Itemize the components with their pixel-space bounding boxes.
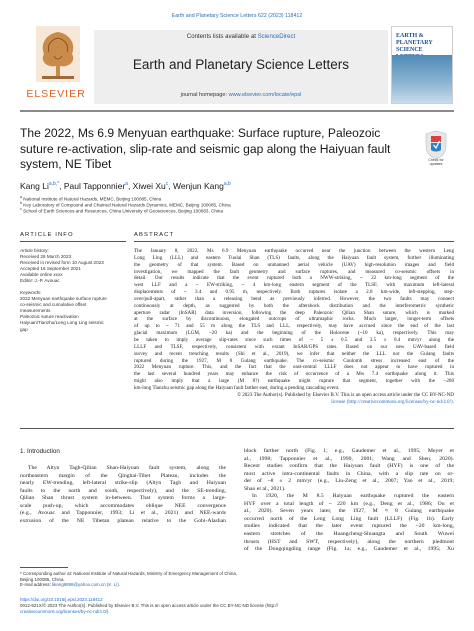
abstract-line: be taken to imply average slip-rates since such times of ~ 5 ± 0.5 and 3.5 ± 0.4 mm/yr along the <box>134 336 454 343</box>
abstract-line: ruptured during the 1927, M 8 Gulang earthquake. The co-seismic Coulomb stress increased east of the <box>134 357 454 364</box>
affiliation <box>20 207 450 214</box>
abstract-line: survey and recent trenching results (Shi et al., 2019), we infer that neither the LLL nor the Gulang faults <box>134 350 454 357</box>
header-divider <box>20 110 454 112</box>
contents-prefix: Contents lists available at <box>186 33 258 40</box>
abstract-line: LLLF and TLSF, respectively, consistent with extant InSAR/GPS rates. Based on our new UAV-based field <box>134 343 454 350</box>
history-entry: Editor: J.-P. Avouac <box>20 278 60 284</box>
introduction-heading: 1. Introduction <box>20 448 60 455</box>
issn-line: 0012-821X/© 2023 The Author(s). Published by Elsevier B.V. This is an open access article under the CC BY-NC-ND license (http:// <box>20 602 278 608</box>
homepage-line <box>94 92 388 98</box>
footnote-divider <box>20 567 68 568</box>
cover-title: EARTH & PLANETARY SCIENCE <box>396 33 433 53</box>
author-name[interactable]: Xiwei Xu <box>132 181 166 191</box>
author-affiliation-marker[interactable]: a <box>125 181 128 188</box>
crossmark-label[interactable] <box>416 158 456 166</box>
abstract-line: aperture radar (InSAR) data inversion, following the deep Paleozoic Qilian Shan suture, which is marked <box>134 309 454 316</box>
journal-header-band <box>94 30 388 104</box>
body-column-right <box>244 448 454 554</box>
author-affiliation-marker[interactable]: c <box>165 181 169 188</box>
body-line: The Altyn Tagh-Qilian Shan-Haiyuan fault system, along the <box>28 465 226 471</box>
elsevier-tree-icon <box>36 26 80 82</box>
title-line: The 2022, Ms 6.9 Menyuan earthquake: Surface rupture, Paleozoic <box>20 126 381 140</box>
abstract-line: The January 8, 2022, Ms 6.9 Menyuan earthquake occurred near the junction between the western Leng <box>134 248 454 254</box>
footnotes <box>20 571 250 588</box>
crossmark-label-line: updates <box>429 162 443 166</box>
title-line: suture re-activation, slip-rate and seismic gap along the Haiyuan fault <box>20 141 391 156</box>
author-affiliation-marker[interactable]: a,b,* <box>48 181 60 188</box>
abstract-line: glacial maximum (LGM, ~20 ka) and the beginning of the Holocene (~10 ka), respectively. This may <box>134 330 454 337</box>
keyword: gap <box>20 326 28 332</box>
masthead <box>20 22 454 104</box>
body-line: Shao et al., 2021). <box>244 485 286 492</box>
body-line: extrusion of the NE Tibetan plateau relative to the Gobi-Alashan <box>20 517 226 524</box>
license-url[interactable]: creativecommons.org/licenses/by-nc-nd/4.0/). <box>20 608 110 614</box>
article-history-heading: Article history: <box>20 248 49 253</box>
abstract-line: over/pull-apart, rather than a releasing bend as previously inferred. However, the two faults may connect <box>134 295 454 302</box>
page-footer <box>20 597 454 614</box>
abstract-line: of up to ~ 71 and 55 m along the TLS and LLL, respectively, may have accrued since the end of the last <box>134 323 454 330</box>
body-column-left <box>20 465 226 525</box>
abstract-line: km-long Tianzhu seismic gap along the Haiyuan fault farther east, during a pending cascading event. <box>134 384 340 391</box>
affiliation-marker: c <box>20 207 22 211</box>
keywords-heading: Keywords: <box>20 290 42 295</box>
abstract-line: the last several hundred years may enhance the risk of occurrence of a Mw 7.4 earthquake along it. This <box>134 371 454 378</box>
abstract-line: detail. Our results indicate that the event ruptured both a NWW-striking, ~ 22 km-long segment of the <box>134 275 454 282</box>
body-line: northeastern margin of the Qinghai-Tibet Plateau, includes the <box>20 472 226 479</box>
email-link[interactable]: likang8899@yahoo.com.cn (K. Li). <box>52 582 120 588</box>
paper-title <box>20 126 400 173</box>
author-name[interactable]: Kang Li <box>20 181 49 191</box>
abstract-heading: ABSTRACT <box>134 232 454 242</box>
keyword: Paleozoic suture reactivation <box>20 314 79 320</box>
body-line: block farther north (Fig. 1; e.g., Gaudemer et al., 1995; Meyer et <box>244 448 454 454</box>
crossmark-icon[interactable] <box>424 130 448 160</box>
abstract-line: west LLF and a ~ EW-striking, ~ 4 km-long eastern segment of the TLSF, with maximum left-lateral <box>134 282 454 289</box>
abstract-line: the geometry of that system. Based on unmanned aerial vehicle (UAV) high-resolution images and field <box>134 261 454 268</box>
affiliation-text: National Institute of Natural Hazards, MEMC, Beijing 100085, China <box>23 196 162 202</box>
cover-image <box>392 55 452 103</box>
abstract-line: Long Ling (LLL) and eastern Tuolai Shan (TLS) faults, along the Haiyuan fault system, further illuminating <box>134 254 454 261</box>
crossmark-label-line: Check for <box>428 158 444 162</box>
affiliation-marker: a <box>20 195 22 199</box>
keyword: measurements <box>20 308 51 314</box>
copyright-line: © 2023 The Author(s). Published by Elsevier B.V. This is an open access article under the CC BY-NC-ND <box>237 391 454 398</box>
affiliation-text: Key Laboratory of Compound and Chained Natural Hazards Dynamics, MEMC, Beijing 100085, China <box>23 202 231 208</box>
abstract-line: at the surface by discontinuous, elongated outcrops of ultramaphic rocks. Much larger, longer-term offsets <box>134 316 454 323</box>
body-line: al., 2020). Seven years later, the 1927, M ≈ 8 Gulang earthquake <box>244 508 454 515</box>
abstract-line: displacements of ~ 3.4 and 0.95 m, respectively. Both ruptures isolate a 2.8 km-wide, left-stepping, step- <box>134 289 454 296</box>
title-line: system, NE Tibet <box>20 157 112 171</box>
body-line: der of ~8 ± 2 mm/yr (e.g., Liu-Zeng et al., 2007; Yao et al., 2019; <box>244 478 454 485</box>
journal-reference[interactable]: Earth and Planetary Science Letters 622 (2023) 118412 <box>171 13 303 19</box>
author-list: Kang $Li^{a,b,*}$, Paul Tapponnier$^a$, Xiwei Xu$^c$, Wenjun Kang$^{a,b}$ <box>20 181 231 191</box>
body-line: Qilian Shan thrust system in-between. That system forms a large- <box>20 495 226 502</box>
body-line: scale push-up, which accommodates oblique NEE convergence <box>20 502 226 509</box>
author-affiliation-marker[interactable]: a,b <box>223 181 231 188</box>
body-line: (e.g., Avouac and Tapponnier, 1993; Li et al., 2021) and NEE-wards <box>20 510 226 517</box>
history-entry: Received in revised form 10 August 2023 <box>20 260 104 266</box>
abstract-line: continuously at depth, as suggested by both the aftershock distribution and the interferometric synthetic <box>134 302 454 309</box>
body-line: nearly EW-trending, left-lateral strike-slip (Altyn Tagh and Haiyuan <box>20 480 226 487</box>
keyword: Haiyuan/Tianzhu/Leng Long Ling seismic <box>20 320 104 326</box>
author-name[interactable]: Wenjun Kang <box>172 181 224 191</box>
contents-line <box>94 33 388 40</box>
affiliation-marker: b <box>20 201 22 205</box>
keywords <box>20 290 128 333</box>
publisher-name: ELSEVIER <box>26 88 86 100</box>
email-note <box>20 582 250 588</box>
body-line: al., 1998; Tapponnier et al., 1990, 2001; Wang and Shen, 2020). <box>244 455 454 462</box>
journal-cover-thumbnail[interactable] <box>391 26 453 104</box>
abstract-body <box>134 248 454 405</box>
corresponding-author-note: * Corresponding author at: National Institute of Natural Hazards, Ministry of Emergency Management of China, Beijing 100085, China. <box>20 571 238 582</box>
body-line: most active intra-continental faults in China, with a slip rate on or- <box>244 470 454 477</box>
body-line: Recent studies confirm that the Haiyuan fault (HYF) is one of the <box>244 463 454 470</box>
article-info-heading: ARTICLE INFO <box>20 232 126 242</box>
body-line: In 1920, the M 8.5 Haiyuan earthquake ruptured the eastern <box>252 493 454 500</box>
history-entry: Available online xxxx <box>20 272 63 278</box>
journal-title: Earth and Planetary Science Letters <box>132 57 350 72</box>
affiliation-text: School of Earth Sciences and Resources, China University of Geosciences, Beijing 100083, China <box>23 208 224 214</box>
doi-link[interactable]: https://doi.org/10.1016/j.epsl.2023.118412 <box>20 597 103 602</box>
author-name[interactable]: Paul Tapponnier <box>63 181 126 191</box>
keyword: 2022 Menyuan earthquake surface rupture <box>20 296 107 302</box>
license-link[interactable]: license (http://creativecommons.org/licenses/by-nc-nd/4.0/). <box>331 398 454 405</box>
section-divider <box>20 428 454 429</box>
abstract-line: might also imply that a large (M 8?) earthquake might rupture that segment, together with the ~200 <box>134 378 454 385</box>
homepage-link[interactable]: www.elsevier.com/locate/epsl <box>228 92 302 98</box>
body-line: thrusts (HST and SWT, respectively), along the northern piedmont <box>244 538 454 545</box>
keyword: co-seismic and cumulative offset <box>20 302 87 308</box>
sciencedirect-link[interactable]: ScienceDirect <box>257 33 296 40</box>
body-line: faults to the north and south, respectively), and the SE-trending, <box>20 487 226 494</box>
body-line: of the Dongqingding range (Fig. 1a; e.g., Gaudemer et al., 1995; Xu <box>244 546 454 553</box>
history-entry: Received 28 March 2023 <box>20 254 72 260</box>
body-line: studies indicated that the later event ruptured the ~20 km-long, <box>244 523 454 530</box>
homepage-prefix: journal homepage: <box>180 92 229 98</box>
body-line: eastern stretches of the Huangcheng-Shuangta and South Wuwei <box>244 531 454 538</box>
history-entry: Accepted 16 September 2021 <box>20 266 81 272</box>
article-history <box>20 248 128 285</box>
body-line: HYF over a total length of ~ 220 km (e.g., Deng et al., 1986; Ou et <box>244 500 454 507</box>
abstract-line: 2022 Menyuan rupture. This, and the fact that the east-central LLLF does not appear to have ruptured in <box>134 364 454 371</box>
email-prefix: E-mail address: <box>20 582 53 588</box>
abstract-line: investigation, we mapped the fault geometry and surface ruptures, and measured co-seismic offsets in <box>134 268 454 275</box>
elsevier-logo[interactable] <box>22 26 90 104</box>
body-line: occurred north of the Leng Long Ling fault (LLLF) (Fig. 1b). Early <box>244 515 454 522</box>
